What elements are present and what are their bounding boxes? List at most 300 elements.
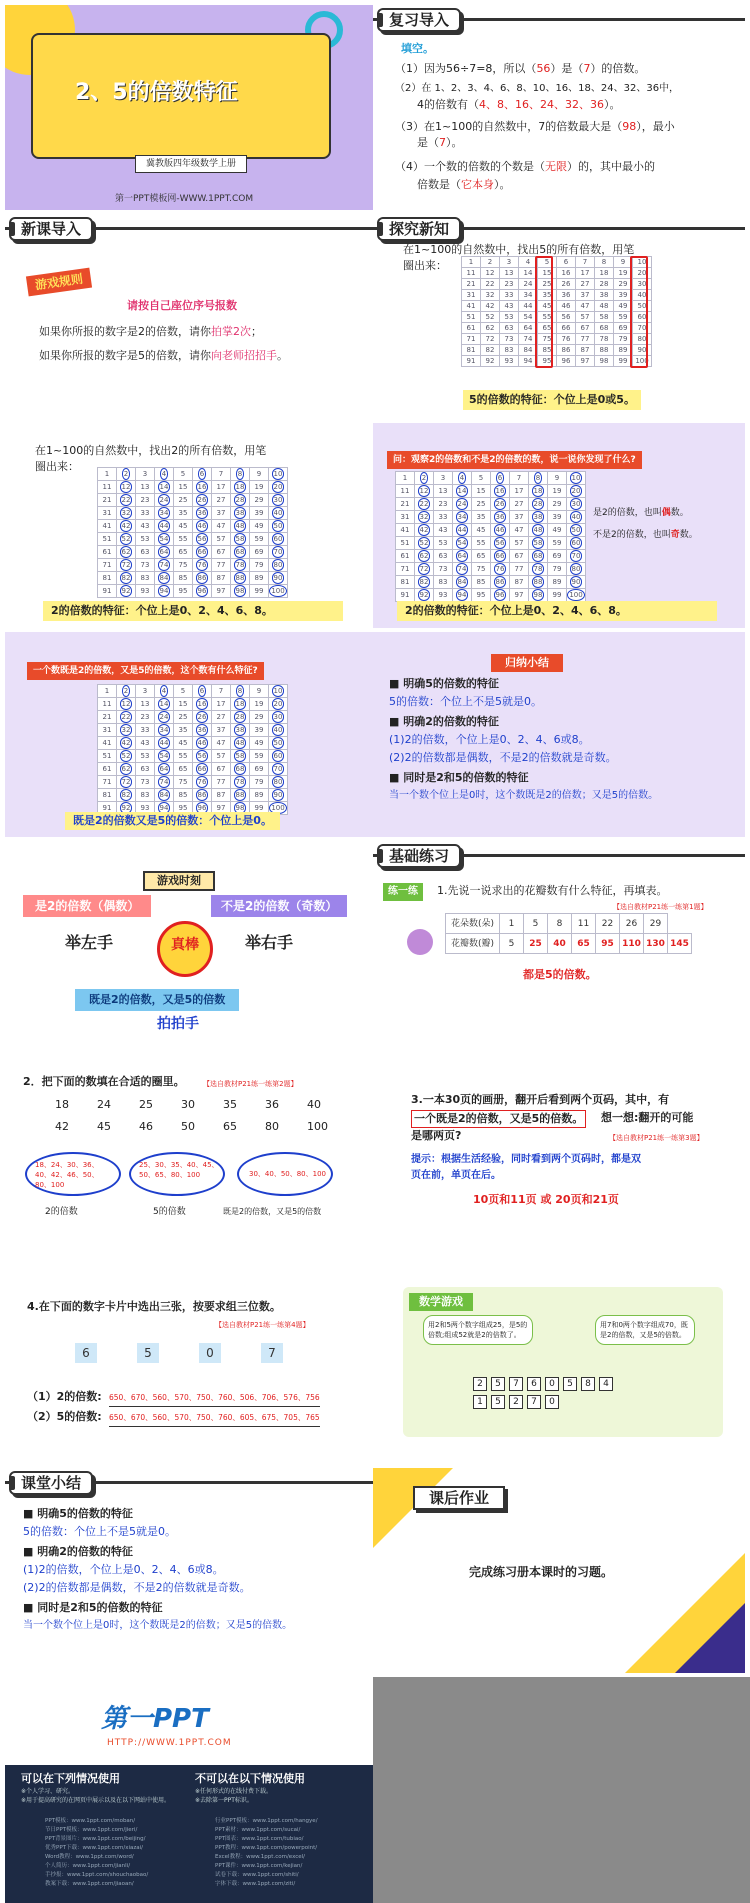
link-item[interactable]: 个人简历：www.1ppt.com/jianli/ bbox=[45, 1863, 131, 1869]
grid-cell: 80 bbox=[633, 334, 652, 345]
grid-cell: 58 bbox=[231, 750, 250, 763]
cannot-2: ※去除第一PPT标识。 bbox=[195, 1797, 253, 1804]
link-item[interactable]: 手抄报：www.1ppt.com/shouchaobao/ bbox=[45, 1872, 149, 1878]
grid-cell: 56 bbox=[193, 533, 212, 546]
grid-cell: 72 bbox=[415, 563, 434, 576]
grid-cell: 21 bbox=[396, 498, 415, 511]
grid-cell: 54 bbox=[155, 750, 174, 763]
grid-cell: 3 bbox=[434, 472, 453, 485]
grid-cell: 53 bbox=[136, 533, 155, 546]
table-cell: 11 bbox=[572, 914, 596, 934]
flower-table bbox=[445, 913, 692, 954]
grid-cell: 2 bbox=[481, 257, 500, 268]
grid-cell: 84 bbox=[453, 576, 472, 589]
game-cards bbox=[473, 1377, 623, 1409]
grid-cell: 87 bbox=[212, 789, 231, 802]
grid-cell: 26 bbox=[491, 498, 510, 511]
game-card: 4 bbox=[599, 1377, 613, 1391]
slide-heading: 基础练习 bbox=[377, 844, 461, 868]
grid-cell: 51 bbox=[396, 537, 415, 550]
grid-cell: 18 bbox=[595, 268, 614, 279]
grid-cell: 23 bbox=[136, 711, 155, 724]
grid-cell: 78 bbox=[529, 563, 548, 576]
brand-logo: 第一PPT bbox=[101, 1704, 209, 1734]
grid-cell: 58 bbox=[231, 533, 250, 546]
grid-cell: 93 bbox=[136, 585, 155, 598]
grid-cell: 16 bbox=[193, 698, 212, 711]
grid-cell: 58 bbox=[595, 312, 614, 323]
question-3: 想一想:翻开的可能 bbox=[601, 1111, 694, 1124]
q3-2: 是（7）。 bbox=[417, 136, 463, 149]
game-title: 游戏时刻 bbox=[143, 871, 215, 891]
grid-cell: 75 bbox=[538, 334, 557, 345]
slide-class-summary bbox=[5, 1468, 377, 1673]
grid-cell: 51 bbox=[462, 312, 481, 323]
grid-cell: 28 bbox=[231, 494, 250, 507]
hint-2: 页在前，单页在后。 bbox=[411, 1170, 501, 1181]
grid-cell: 5 bbox=[174, 468, 193, 481]
grid-cell: 79 bbox=[548, 563, 567, 576]
grid-cell: 43 bbox=[136, 520, 155, 533]
grid-cell: 35 bbox=[174, 507, 193, 520]
grid-cell: 19 bbox=[250, 481, 269, 494]
slide-pages bbox=[373, 1050, 745, 1255]
question: 3.一本30页的画册，翻开后看到两个页码，其中，有 bbox=[411, 1093, 670, 1106]
summary-l1: 5的倍数：个位上不是5就是0。 bbox=[389, 695, 542, 708]
label-5: 5的倍数 bbox=[153, 1207, 186, 1217]
grid-cell: 87 bbox=[510, 576, 529, 589]
grid-cell: 44 bbox=[453, 524, 472, 537]
odd-note: 不是2的倍数，也叫奇数。 bbox=[593, 530, 698, 540]
grid-cell: 51 bbox=[98, 750, 117, 763]
grid-cell: 45 bbox=[174, 737, 193, 750]
grid-cell: 77 bbox=[510, 563, 529, 576]
grid-cell: 56 bbox=[491, 537, 510, 550]
number: 30 bbox=[181, 1098, 195, 1111]
grid-cell: 91 bbox=[396, 589, 415, 602]
ref: 【选自教材P21练一练第4题】 bbox=[215, 1321, 310, 1329]
grid-cell: 36 bbox=[193, 507, 212, 520]
link-item[interactable]: 行业PPT模板：www.1ppt.com/hangye/ bbox=[215, 1818, 318, 1824]
grid-cell: 28 bbox=[595, 279, 614, 290]
grid-cell: 20 bbox=[269, 698, 288, 711]
grid-cell: 1 bbox=[98, 468, 117, 481]
grid-cell: 95 bbox=[472, 589, 491, 602]
grid-cell: 94 bbox=[155, 585, 174, 598]
grid-cell: 1 bbox=[396, 472, 415, 485]
grid-cell: 34 bbox=[453, 511, 472, 524]
grid-cell: 48 bbox=[231, 520, 250, 533]
link-item[interactable]: PPT素材：www.1ppt.com/sucai/ bbox=[215, 1827, 301, 1833]
grid-cell: 40 bbox=[633, 290, 652, 301]
circle-5: 25、30、35、40、45、50、65、80、100 bbox=[139, 1161, 219, 1179]
game-card: 5 bbox=[491, 1395, 505, 1409]
grid-cell: 25 bbox=[174, 711, 193, 724]
grid-cell: 92 bbox=[481, 356, 500, 367]
grid-cell: 45 bbox=[174, 520, 193, 533]
link-item[interactable]: 教案下载：www.1ppt.com/jiaoan/ bbox=[45, 1881, 134, 1887]
grid-cell: 91 bbox=[98, 802, 117, 815]
grid-cell: 77 bbox=[212, 559, 231, 572]
table-cell: 110 bbox=[620, 934, 644, 954]
grid-cell: 26 bbox=[557, 279, 576, 290]
slide-circles bbox=[5, 1050, 377, 1255]
grid-cell: 60 bbox=[269, 750, 288, 763]
grid-cell: 9 bbox=[548, 472, 567, 485]
flower-icon bbox=[407, 929, 433, 955]
grid-cell: 82 bbox=[117, 789, 136, 802]
grid-cell: 99 bbox=[548, 589, 567, 602]
grid-cell: 41 bbox=[98, 737, 117, 750]
answer: 10页和11页 或 20页和21页 bbox=[473, 1193, 619, 1206]
cannot-use-title: 不可以在以下情况使用 bbox=[195, 1772, 305, 1785]
grid-cell: 65 bbox=[174, 763, 193, 776]
cannot-1: ※任何形式的在线付费下载。 bbox=[195, 1788, 273, 1795]
grid-cell: 59 bbox=[250, 533, 269, 546]
grid-cell: 53 bbox=[500, 312, 519, 323]
game-card: 1 bbox=[473, 1395, 487, 1409]
grid-cell: 65 bbox=[538, 323, 557, 334]
question-4: 是哪两页? bbox=[411, 1129, 462, 1142]
link-item[interactable]: Word教程：www.1ppt.com/word/ bbox=[45, 1854, 134, 1860]
grid-cell: 15 bbox=[472, 485, 491, 498]
grid-cell: 1 bbox=[462, 257, 481, 268]
empty-area bbox=[373, 1677, 750, 1903]
practice-tag: 练一练 bbox=[383, 883, 423, 901]
grid-cell: 82 bbox=[481, 345, 500, 356]
grid-cell: 82 bbox=[415, 576, 434, 589]
grid-cell: 98 bbox=[231, 802, 250, 815]
grid-cell: 85 bbox=[174, 572, 193, 585]
grid-cell: 88 bbox=[231, 572, 250, 585]
grid-cell: 66 bbox=[193, 763, 212, 776]
grid-cell: 13 bbox=[136, 481, 155, 494]
grid-cell: 89 bbox=[250, 789, 269, 802]
grid-cell: 86 bbox=[193, 789, 212, 802]
number-grid bbox=[461, 256, 652, 367]
number: 46 bbox=[139, 1120, 153, 1133]
link-item[interactable]: Excel教程：www.1ppt.com/excel/ bbox=[215, 1854, 306, 1860]
q2: （2）在 1、2、3、4、6、8、10、16、18、24、32、36中， bbox=[395, 83, 680, 94]
grid-cell: 82 bbox=[117, 572, 136, 585]
grid-cell: 27 bbox=[510, 498, 529, 511]
grid-cell: 30 bbox=[269, 711, 288, 724]
grid-cell: 78 bbox=[231, 776, 250, 789]
left-label: 是2的倍数（偶数） bbox=[23, 895, 151, 917]
summary-title: 归纳小结 bbox=[491, 654, 563, 672]
grid-cell: 25 bbox=[538, 279, 557, 290]
grid-cell: 33 bbox=[136, 724, 155, 737]
grid-cell: 100 bbox=[567, 589, 586, 602]
grid-cell: 87 bbox=[576, 345, 595, 356]
question: 在1~100的自然数中，找出5的所有倍数，用笔 bbox=[403, 243, 635, 256]
grid-cell: 98 bbox=[231, 585, 250, 598]
slide-heading: 课堂小结 bbox=[9, 1471, 93, 1495]
grid-cell: 66 bbox=[557, 323, 576, 334]
grid-cell: 64 bbox=[453, 550, 472, 563]
table-cell: 5 bbox=[500, 934, 524, 954]
grid-cell: 46 bbox=[193, 520, 212, 533]
grid-cell: 76 bbox=[491, 563, 510, 576]
link-item[interactable]: PPT图表：www.1ppt.com/tubiao/ bbox=[215, 1836, 304, 1842]
table-cell: 29 bbox=[644, 914, 668, 934]
grid-cell: 57 bbox=[576, 312, 595, 323]
grid-cell: 70 bbox=[269, 763, 288, 776]
grid-cell: 74 bbox=[453, 563, 472, 576]
ref: 【选自教材P21练一练第2题】 bbox=[203, 1080, 298, 1088]
grid-cell: 18 bbox=[231, 481, 250, 494]
grid-cell: 11 bbox=[462, 268, 481, 279]
grid-cell: 80 bbox=[567, 563, 586, 576]
grid-cell: 20 bbox=[567, 485, 586, 498]
number: 36 bbox=[265, 1098, 279, 1111]
slide-homework bbox=[373, 1468, 745, 1673]
grid-cell: 72 bbox=[117, 559, 136, 572]
link-item[interactable]: PPT模板：www.1ppt.com/moban/ bbox=[45, 1818, 136, 1824]
grid-cell: 33 bbox=[500, 290, 519, 301]
grid-cell: 92 bbox=[117, 585, 136, 598]
summary-h1: ■ 明确5的倍数的特征 bbox=[23, 1507, 133, 1520]
grid-cell: 73 bbox=[500, 334, 519, 345]
feature-note: 5的倍数的特征：个位上是0或5。 bbox=[463, 390, 641, 410]
grid-cell: 33 bbox=[136, 507, 155, 520]
grid-cell: 41 bbox=[98, 520, 117, 533]
cover-subtitle: 冀教版四年级数学上册 bbox=[135, 155, 247, 173]
grid-cell: 36 bbox=[557, 290, 576, 301]
grid-cell: 92 bbox=[117, 802, 136, 815]
grid-cell: 35 bbox=[472, 511, 491, 524]
table-cell: 145 bbox=[668, 934, 692, 954]
grid-cell: 37 bbox=[212, 507, 231, 520]
grid-cell: 84 bbox=[155, 572, 174, 585]
grid-cell: 63 bbox=[434, 550, 453, 563]
even-note: 是2的倍数，也叫偶数。 bbox=[593, 508, 689, 518]
grid-cell: 2 bbox=[415, 472, 434, 485]
grid-cell: 6 bbox=[557, 257, 576, 268]
grid-cell: 93 bbox=[136, 802, 155, 815]
grid-cell: 96 bbox=[557, 356, 576, 367]
question-banner: 一个数既是2的倍数，又是5的倍数，这个数有什么特征? bbox=[27, 662, 264, 680]
grid-cell: 22 bbox=[117, 711, 136, 724]
question: 2．把下面的数填在合适的圈里。 bbox=[23, 1075, 185, 1088]
link-item[interactable]: PPT背景图片：www.1ppt.com/beijing/ bbox=[45, 1836, 146, 1842]
grid-cell: 34 bbox=[155, 724, 174, 737]
grid-cell: 83 bbox=[136, 572, 155, 585]
game-title: 数学游戏 bbox=[409, 1293, 473, 1311]
grid-cell: 22 bbox=[415, 498, 434, 511]
grid-cell: 7 bbox=[212, 685, 231, 698]
grid-cell: 19 bbox=[548, 485, 567, 498]
grid-cell: 81 bbox=[98, 789, 117, 802]
grid-cell: 58 bbox=[529, 537, 548, 550]
grid-cell: 32 bbox=[415, 511, 434, 524]
slide-cards bbox=[5, 1259, 377, 1464]
grid-cell: 4 bbox=[155, 468, 174, 481]
grid-cell: 37 bbox=[510, 511, 529, 524]
ref: 【选自教材P21练一练第1题】 bbox=[613, 903, 708, 911]
grid-cell: 29 bbox=[548, 498, 567, 511]
link-item[interactable]: 字体下载：www.1ppt.com/ziti/ bbox=[215, 1881, 296, 1887]
grid-cell: 16 bbox=[193, 481, 212, 494]
grid-cell: 6 bbox=[193, 468, 212, 481]
grid-cell: 29 bbox=[250, 494, 269, 507]
grid-cell: 45 bbox=[538, 301, 557, 312]
link-item[interactable]: PPT课件：www.1ppt.com/kejian/ bbox=[215, 1863, 303, 1869]
grid-cell: 11 bbox=[396, 485, 415, 498]
grid-cell: 83 bbox=[434, 576, 453, 589]
grid-cell: 23 bbox=[434, 498, 453, 511]
grid-cell: 73 bbox=[136, 776, 155, 789]
slide-both bbox=[5, 632, 377, 837]
grid-cell: 83 bbox=[136, 789, 155, 802]
grid-cell: 51 bbox=[98, 533, 117, 546]
numbers-row-1 bbox=[55, 1098, 321, 1111]
bubble-2: 用7和0两个数字组成70，既是2的倍数，又是5的倍数。 bbox=[595, 1315, 695, 1345]
grid-cell: 78 bbox=[231, 559, 250, 572]
table-cell: 8 bbox=[548, 914, 572, 934]
grid-cell: 19 bbox=[614, 268, 633, 279]
grid-cell: 53 bbox=[434, 537, 453, 550]
number: 18 bbox=[55, 1098, 69, 1111]
game-card: 5 bbox=[563, 1377, 577, 1391]
grid-cell: 92 bbox=[415, 589, 434, 602]
table-cell: 25 bbox=[524, 934, 548, 954]
grid-cell: 47 bbox=[576, 301, 595, 312]
grid-cell: 57 bbox=[212, 750, 231, 763]
link-item[interactable]: 优秀PPT下载：www.1ppt.com/xiazai/ bbox=[45, 1845, 144, 1851]
grid-cell: 4 bbox=[453, 472, 472, 485]
grid-cell: 50 bbox=[633, 301, 652, 312]
grid-cell: 88 bbox=[529, 576, 548, 589]
grid-cell: 67 bbox=[212, 546, 231, 559]
grid-cell: 18 bbox=[231, 698, 250, 711]
table-cell: 花瓣数(瓣) bbox=[446, 934, 500, 954]
slide-game bbox=[5, 841, 377, 1046]
label-2: 2的倍数 bbox=[45, 1207, 78, 1217]
center-badge: 真棒 bbox=[171, 937, 199, 953]
feature-note: 既是2的倍数又是5的倍数：个位上是0。 bbox=[65, 812, 280, 830]
grid-cell: 8 bbox=[231, 685, 250, 698]
grid-cell: 68 bbox=[595, 323, 614, 334]
grid-cell: 67 bbox=[576, 323, 595, 334]
slide-explore-5 bbox=[373, 214, 745, 419]
grid-cell: 29 bbox=[614, 279, 633, 290]
grid-cell: 62 bbox=[117, 763, 136, 776]
q4-2: 倍数是（它本身）。 bbox=[417, 178, 511, 191]
q3: （3）在1~100的自然数中，7的倍数最大是（98），最小 bbox=[395, 120, 675, 133]
summary-h2: ■ 明确2的倍数的特征 bbox=[389, 715, 499, 728]
grid-cell: 56 bbox=[193, 750, 212, 763]
bubble-1: 用2和5两个数字组成25，是5的倍数;组成52就是2的倍数了。 bbox=[423, 1315, 533, 1345]
grid-cell: 31 bbox=[396, 511, 415, 524]
grid-cell: 79 bbox=[250, 559, 269, 572]
right-label: 不是2的倍数（奇数） bbox=[211, 895, 347, 917]
grid-cell: 43 bbox=[434, 524, 453, 537]
answer: 都是5的倍数。 bbox=[523, 968, 597, 981]
grid-cell: 65 bbox=[174, 546, 193, 559]
grid-cell: 14 bbox=[519, 268, 538, 279]
digit-card: 7 bbox=[261, 1343, 283, 1363]
grid-cell: 26 bbox=[193, 711, 212, 724]
grid-cell: 46 bbox=[491, 524, 510, 537]
question-banner: 问：观察2的倍数和不是2的倍数的数，说一说你发现了什么? bbox=[387, 451, 642, 469]
grid-cell: 68 bbox=[231, 546, 250, 559]
grid-cell: 85 bbox=[538, 345, 557, 356]
grid-cell: 100 bbox=[269, 585, 288, 598]
grid-cell: 52 bbox=[117, 533, 136, 546]
grid-cell: 21 bbox=[98, 711, 117, 724]
grid-cell: 9 bbox=[614, 257, 633, 268]
q1: （1）因为56÷7=8，所以（56）是（7）的倍数。 bbox=[395, 62, 646, 75]
rule-3: 如果你所报的数字是5的倍数，请你向老师招招手。 bbox=[39, 349, 288, 362]
grid-cell: 8 bbox=[231, 468, 250, 481]
number: 65 bbox=[223, 1120, 237, 1133]
grid-cell: 13 bbox=[434, 485, 453, 498]
grid-cell: 5 bbox=[174, 685, 193, 698]
link-item[interactable]: PPT教程：www.1ppt.com/powerpoint/ bbox=[215, 1845, 318, 1851]
grid-cell: 47 bbox=[212, 737, 231, 750]
grid-cell: 46 bbox=[193, 737, 212, 750]
grid-cell: 48 bbox=[595, 301, 614, 312]
grid-cell: 76 bbox=[557, 334, 576, 345]
grid-cell: 71 bbox=[396, 563, 415, 576]
grid-cell: 17 bbox=[212, 698, 231, 711]
slide-cover bbox=[5, 5, 377, 210]
grid-cell: 52 bbox=[117, 750, 136, 763]
grid-cell: 41 bbox=[462, 301, 481, 312]
grid-cell: 2 bbox=[117, 468, 136, 481]
link-item[interactable]: 试卷下载：www.1ppt.com/shiti/ bbox=[215, 1872, 299, 1878]
grid-cell: 25 bbox=[174, 494, 193, 507]
grid-cell: 2 bbox=[117, 685, 136, 698]
grid-cell: 27 bbox=[576, 279, 595, 290]
grid-cell: 50 bbox=[269, 737, 288, 750]
grid-cell: 72 bbox=[481, 334, 500, 345]
digit-card: 5 bbox=[137, 1343, 159, 1363]
number: 24 bbox=[97, 1098, 111, 1111]
grid-cell: 99 bbox=[250, 802, 269, 815]
grid-cell: 23 bbox=[500, 279, 519, 290]
grid-cell: 80 bbox=[269, 559, 288, 572]
grid-cell: 57 bbox=[510, 537, 529, 550]
cover-title: 2、5的倍数特征 bbox=[75, 80, 238, 105]
grid-cell: 61 bbox=[98, 546, 117, 559]
grid-cell: 11 bbox=[98, 481, 117, 494]
slide-heading: 新课导入 bbox=[9, 217, 93, 241]
link-item[interactable]: 节日PPT模板：www.1ppt.com/jieri/ bbox=[45, 1827, 138, 1833]
summary-l3: (2)2的倍数都是偶数，不是2的倍数就是奇数。 bbox=[23, 1581, 251, 1594]
summary-l2: (1)2的倍数，个位上是0、2、4、6或8。 bbox=[23, 1563, 224, 1576]
grid-cell: 29 bbox=[250, 711, 269, 724]
clap-label: 拍拍手 bbox=[157, 1016, 199, 1032]
game-card: 8 bbox=[581, 1377, 595, 1391]
grid-cell: 88 bbox=[231, 789, 250, 802]
number: 100 bbox=[307, 1120, 328, 1133]
q4: （4）一个数的倍数的个数是（无限）的，其中最小的 bbox=[395, 160, 655, 173]
slide-math-game bbox=[373, 1259, 745, 1464]
grid-cell: 15 bbox=[174, 698, 193, 711]
grid-cell: 68 bbox=[529, 550, 548, 563]
grid-cell: 63 bbox=[500, 323, 519, 334]
grid-cell: 3 bbox=[136, 468, 155, 481]
grid-cell: 93 bbox=[434, 589, 453, 602]
grid-cell: 100 bbox=[633, 356, 652, 367]
left-hand: 举左手 bbox=[65, 933, 114, 952]
grid-cell: 44 bbox=[519, 301, 538, 312]
number-grid bbox=[395, 471, 586, 602]
grid-cell: 14 bbox=[453, 485, 472, 498]
grid-cell: 24 bbox=[155, 711, 174, 724]
